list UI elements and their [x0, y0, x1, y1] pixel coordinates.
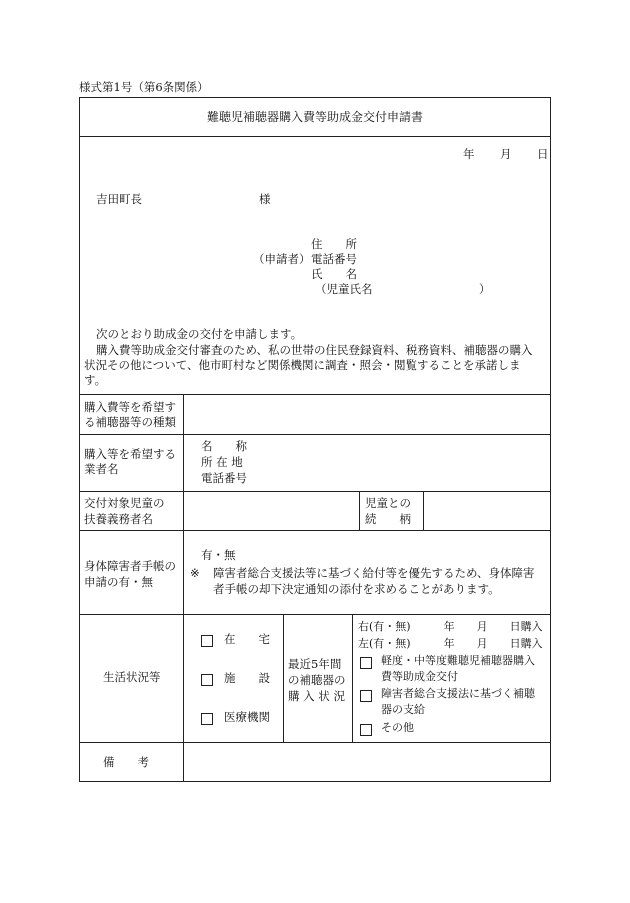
- disability-note-2: 者手帳の却下決定通知の添付を求めることがあります。: [213, 582, 500, 596]
- label-column-divider: [183, 394, 184, 782]
- relation-label-1: 児童との: [365, 496, 411, 510]
- device-type-label-1: 購入費等を希望す: [84, 400, 176, 414]
- guardian-label-2: 扶養義務者名: [84, 512, 153, 526]
- history-label-3: 購 入 状 況: [288, 689, 345, 703]
- divider-header: [79, 394, 551, 395]
- living-label: 生活状況等: [103, 670, 161, 684]
- history-item-2-line-2: 器の支給: [381, 703, 425, 716]
- history-left-ear: 左(有・無) 年 月 日購入: [358, 637, 543, 650]
- vendor-address-label: 所 在 地: [201, 455, 243, 469]
- living-option-home-checkbox[interactable]: [201, 635, 213, 647]
- table-border-left: [79, 97, 80, 782]
- history-label-1: 最近5年間: [288, 657, 342, 671]
- consent-line-1: 購入費等助成金交付審査のため、私の世帯の住民登録資料、税務資料、補聴器の購入: [96, 343, 533, 357]
- living-divider-1: [283, 614, 284, 743]
- vendor-label-1: 購入等を希望する: [84, 447, 176, 461]
- table-border-right: [550, 97, 551, 782]
- history-item-1-line-1: 軽度・中等度難聴児補聴器購入: [381, 654, 535, 667]
- vendor-phone-label: 電話番号: [201, 471, 247, 485]
- date-month: 月: [500, 147, 512, 161]
- living-option-facility-label: 施 設: [224, 671, 270, 685]
- divider-vendor: [79, 491, 551, 492]
- remarks-label: 備 考: [103, 755, 149, 769]
- history-item-2-checkbox[interactable]: [360, 690, 372, 702]
- consent-line-2: 状況その他について、他市町村など関係機関に調査・照会・閲覧することを承諾しま: [84, 358, 521, 372]
- living-option-home-label: 在 宅: [224, 632, 270, 646]
- divider-title: [79, 136, 551, 137]
- applicant-label: （申請者）: [253, 252, 311, 266]
- date-day: 日: [537, 147, 549, 161]
- child-name-close: ）: [479, 282, 491, 296]
- guardian-divider-2: [423, 491, 424, 531]
- history-item-2-line-1: 障害者総合支援法に基づく補聴: [381, 687, 535, 700]
- divider-guardian: [79, 530, 551, 531]
- living-divider-2: [352, 614, 353, 743]
- guardian-label-1: 交付対象児童の: [84, 496, 165, 510]
- vendor-label-2: 業者名: [84, 462, 119, 476]
- history-item-1-checkbox[interactable]: [360, 657, 372, 669]
- addressee-name: 吉田町長: [96, 192, 142, 206]
- history-right-ear: 右(有・無) 年 月 日購入: [358, 620, 543, 633]
- divider-disability: [79, 614, 551, 615]
- applicant-name-label: 氏 名: [311, 267, 357, 281]
- history-item-1-line-2: 費等助成金交付: [381, 670, 458, 683]
- divider-living: [79, 742, 551, 743]
- table-border-top: [79, 97, 551, 98]
- disability-note-1: 障害者総合支援法等に基づく給付等を優先するため、身体障害: [213, 566, 535, 580]
- note-mark: ※: [190, 566, 200, 580]
- relation-label-2: 続 柄: [365, 512, 411, 526]
- disability-choice: 有・無: [201, 548, 236, 562]
- applicant-address-label: 住 所: [311, 237, 357, 251]
- living-option-medical-checkbox[interactable]: [201, 713, 213, 725]
- table-border-bottom: [79, 781, 551, 782]
- child-name-label: （児童氏名: [315, 282, 373, 296]
- divider-device: [79, 434, 551, 435]
- date-year: 年: [463, 147, 475, 161]
- disability-label-1: 身体障害者手帳の: [84, 559, 176, 573]
- history-item-3-checkbox[interactable]: [360, 724, 372, 736]
- living-option-medical-label: 医療機関: [224, 710, 270, 724]
- applicant-phone-label: 電話番号: [311, 252, 357, 266]
- history-label-2: の補聴器の: [288, 673, 346, 687]
- form-title: 難聴児補聴器購入費等助成金交付申請書: [206, 110, 423, 124]
- addressee-honorific: 様: [259, 192, 271, 206]
- request-text: 次のとおり助成金の交付を申請します。: [96, 327, 303, 341]
- history-item-3-label: その他: [381, 721, 414, 734]
- vendor-name-label: 名 称: [201, 439, 247, 453]
- living-option-facility-checkbox[interactable]: [201, 674, 213, 686]
- device-type-label-2: る補聴器等の種類: [84, 415, 176, 429]
- form-number: 様式第1号（第6条関係）: [79, 80, 209, 94]
- consent-line-3: す。: [84, 373, 107, 387]
- guardian-divider-1: [359, 491, 360, 531]
- disability-label-2: 申請の有・無: [84, 575, 153, 589]
